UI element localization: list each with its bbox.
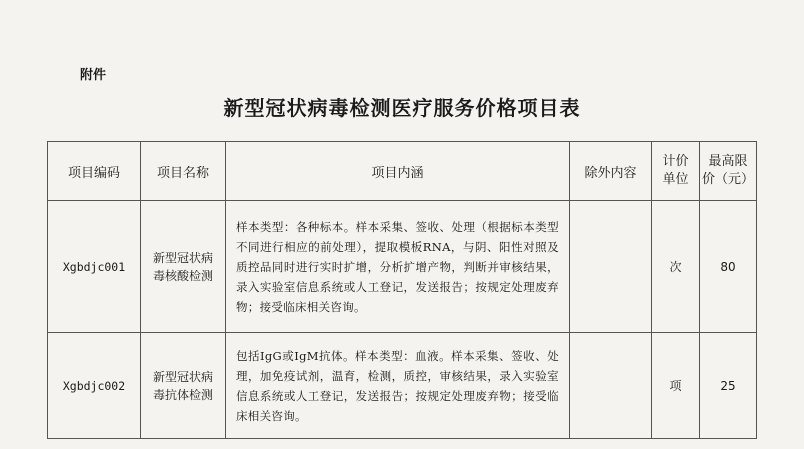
row-content: 样本类型：各种标本。样本采集、签收、处理（根据标本类型不同进行相应的前处理），提取模板RNA，与阴、阳性对照及质控品同时进行实时扩增，分析扩增产物，判断并审核结果，录入实验室信息系统或人工登记，发送报告；按规定处理废弃物；接受临床相关咨询。 (226, 201, 570, 333)
header-unit (652, 142, 700, 201)
row-name (141, 333, 226, 439)
header-exclusions: 除外内容 (570, 142, 652, 201)
row-unit: 次 (652, 201, 700, 333)
price-table (47, 141, 757, 439)
document-title: 新型冠状病毒检测医疗服务价格项目表 (223, 96, 581, 120)
table-row (48, 333, 757, 439)
header-unit-line2: 单位 (662, 172, 689, 187)
table-row (48, 201, 757, 333)
row-code: Xgbdjc002 (48, 333, 141, 439)
row-name-line1: 新型冠状病 (152, 250, 213, 265)
header-price (700, 142, 757, 201)
row-price: 25 (700, 333, 757, 439)
row-price: 80 (700, 201, 757, 333)
header-name: 项目名称 (141, 142, 226, 201)
row-content: 包括IgG或IgM抗体。样本类型：血液。样本采集、签收、处理，加免疫试剂，温育，检测，质控，审核结果，录入实验室信息系统或人工登记，发送报告；按规定处理废弃物；接受临床相关咨询。 (226, 333, 570, 439)
row-unit: 项 (652, 333, 700, 439)
attachment-label: 附件 (80, 68, 107, 83)
row-exclusions (570, 333, 652, 439)
header-unit-line1: 计价 (662, 154, 689, 169)
row-exclusions (570, 201, 652, 333)
row-name-line2: 毒抗体检测 (152, 387, 213, 402)
row-code: Xgbdjc001 (48, 201, 141, 333)
header-code: 项目编码 (48, 142, 141, 201)
header-content: 项目内涵 (226, 142, 570, 201)
row-name-line1: 新型冠状病 (152, 369, 213, 384)
header-price-line2: 价（元） (701, 172, 754, 187)
row-name (141, 201, 226, 333)
row-name-line2: 毒核酸检测 (152, 268, 213, 283)
header-price-line1: 最高限 (708, 154, 748, 169)
table-header-row (48, 142, 757, 201)
